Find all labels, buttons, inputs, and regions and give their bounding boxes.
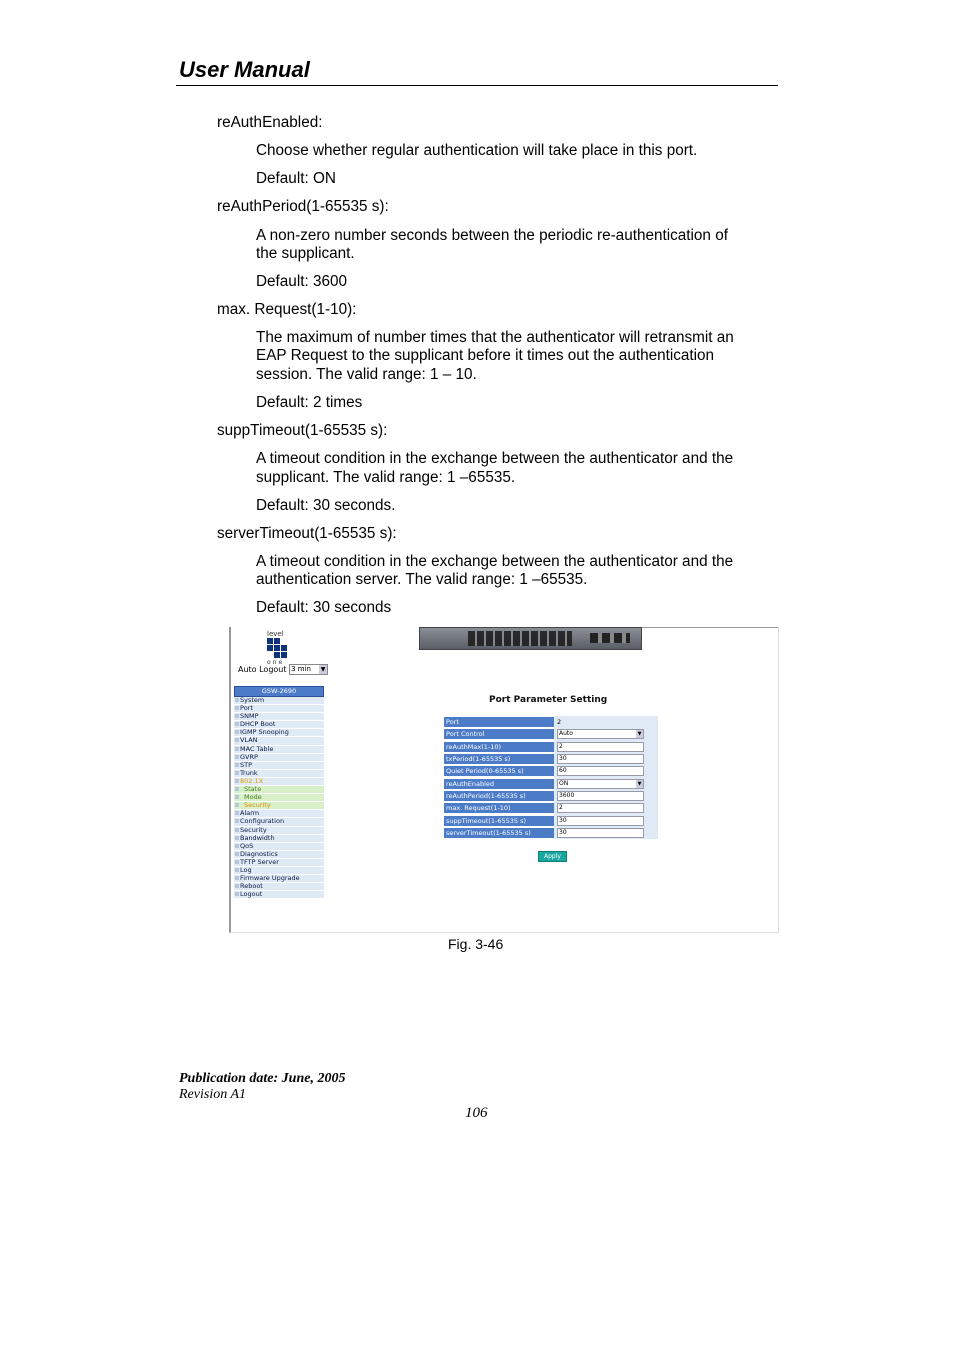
figure-top-border bbox=[641, 627, 778, 628]
menu-item-bandwidth[interactable]: Bandwidth bbox=[234, 835, 324, 843]
menu-item-alarm[interactable]: Alarm bbox=[234, 810, 324, 818]
menu-item-gvrp[interactable]: GVRP bbox=[234, 754, 324, 762]
auto-logout-label: Auto Logout bbox=[238, 665, 287, 674]
desc-max-request-line2: EAP Request to the supplicant before it times out the authentication bbox=[256, 347, 715, 364]
param-value-cell bbox=[554, 827, 658, 839]
header-rule bbox=[176, 85, 778, 86]
term-reauth-period: reAuthPeriod(1-65535 s): bbox=[217, 198, 389, 215]
menu-item-tftp-server[interactable]: TFTP Server bbox=[234, 859, 324, 867]
chevron-down-icon: ▼ bbox=[637, 731, 642, 738]
param-label: reAuthEnabled bbox=[444, 779, 554, 789]
param-row-quiet-period bbox=[444, 765, 658, 777]
param-label: reAuthPeriod(1-65535 s) bbox=[444, 791, 554, 801]
term-reauth-enabled: reAuthEnabled: bbox=[217, 114, 323, 131]
port-control-select[interactable] bbox=[557, 729, 644, 739]
menu-item-snmp[interactable]: SNMP bbox=[234, 713, 324, 721]
menu-item-security[interactable]: Security bbox=[234, 827, 324, 835]
param-value-cell bbox=[554, 777, 658, 789]
param-label: Port bbox=[444, 717, 554, 727]
menu-item-system[interactable]: System bbox=[234, 697, 324, 705]
param-value-cell bbox=[554, 790, 658, 802]
param-label: max. Request(1-10) bbox=[444, 803, 554, 813]
menu-item-state[interactable]: State bbox=[234, 786, 324, 794]
port-control-value: Auto bbox=[559, 730, 573, 738]
header-title: User Manual bbox=[179, 57, 310, 82]
logo-grid-icon bbox=[267, 638, 287, 659]
menu-item-port[interactable]: Port bbox=[234, 705, 324, 713]
menu-item-vlan[interactable]: VLAN bbox=[234, 737, 324, 745]
param-label: Quiet Period(0-65535 s) bbox=[444, 766, 554, 776]
txperiod-input[interactable]: 30 bbox=[557, 754, 644, 764]
param-value-cell bbox=[554, 814, 658, 826]
desc-server-timeout-line2: authentication server. The valid range: 1 –65535. bbox=[256, 571, 588, 588]
param-label: Port Control bbox=[444, 729, 554, 739]
logo-text-top: level bbox=[267, 630, 284, 638]
term-server-timeout: serverTimeout(1-65535 s): bbox=[217, 525, 397, 542]
param-label: suppTimeout(1-65535 s) bbox=[444, 816, 554, 826]
param-row-port bbox=[444, 716, 658, 728]
reauth-enabled-select[interactable] bbox=[557, 779, 644, 789]
menu-item-igmp-snooping[interactable]: IGMP Snooping bbox=[234, 729, 324, 737]
default-supp-timeout: Default: 30 seconds. bbox=[256, 497, 396, 514]
reauth-period-input[interactable]: 3600 bbox=[557, 791, 644, 801]
menu-item-dhcp-boot[interactable]: DHCP Boot bbox=[234, 721, 324, 729]
page-number: 106 bbox=[465, 1105, 488, 1121]
port-parameter-table bbox=[444, 716, 658, 839]
auto-logout-value: 3 min bbox=[291, 665, 311, 673]
server-timeout-input[interactable]: 30 bbox=[557, 828, 644, 838]
default-server-timeout: Default: 30 seconds bbox=[256, 599, 392, 616]
chevron-down-icon: ▼ bbox=[320, 666, 326, 673]
param-row-reauth-enabled bbox=[444, 777, 658, 789]
term-supp-timeout: suppTimeout(1-65535 s): bbox=[217, 422, 388, 439]
menu-item-configuration[interactable]: Configuration bbox=[234, 818, 324, 826]
sidebar-menu bbox=[234, 686, 324, 899]
default-reauth-period: Default: 3600 bbox=[256, 273, 347, 290]
default-reauth-enabled: Default: ON bbox=[256, 170, 336, 187]
switch-uplink-ports bbox=[590, 633, 630, 643]
logo-text-bottom: one bbox=[267, 659, 285, 666]
apply-button[interactable]: Apply bbox=[538, 851, 567, 862]
param-value-cell bbox=[554, 753, 658, 765]
menu-header: GSW-2690 bbox=[234, 686, 324, 697]
param-value-cell bbox=[554, 716, 658, 728]
param-value-cell bbox=[554, 765, 658, 777]
menu-item-stp[interactable]: STP bbox=[234, 762, 324, 770]
menu-item-log[interactable]: Log bbox=[234, 867, 324, 875]
publication-date: Publication date: June, 2005 bbox=[179, 1071, 346, 1086]
param-row-txperiod bbox=[444, 753, 658, 765]
menu-item-reboot[interactable]: Reboot bbox=[234, 883, 324, 891]
menu-item-diagnostics[interactable]: Diagnostics bbox=[234, 851, 324, 859]
menu-item-8021x[interactable]: 802.1X bbox=[234, 778, 324, 786]
param-row-server-timeout bbox=[444, 827, 658, 839]
param-row-supp-timeout bbox=[444, 814, 658, 826]
param-value-cell bbox=[554, 741, 658, 753]
param-label: serverTimeout(1-65535 s) bbox=[444, 828, 554, 838]
desc-max-request-line3: session. The valid range: 1 – 10. bbox=[256, 366, 477, 383]
auto-logout bbox=[238, 664, 328, 675]
switch-ports bbox=[468, 631, 572, 646]
max-request-input[interactable]: 2 bbox=[557, 803, 644, 813]
param-row-reauthmax bbox=[444, 741, 658, 753]
param-value-cell bbox=[554, 728, 658, 740]
desc-reauth-period-line1: A non-zero number seconds between the periodic re-authentication of bbox=[256, 227, 728, 244]
chevron-down-icon: ▼ bbox=[637, 780, 642, 787]
auto-logout-select[interactable] bbox=[289, 664, 328, 675]
param-row-reauth-period bbox=[444, 790, 658, 802]
param-value-cell bbox=[554, 802, 658, 814]
param-row-port-control bbox=[444, 728, 658, 740]
desc-supp-timeout-line1: A timeout condition in the exchange between the authenticator and the bbox=[256, 450, 734, 467]
desc-server-timeout-line1: A timeout condition in the exchange between the authenticator and the bbox=[256, 553, 734, 570]
port-value: 2 bbox=[557, 718, 562, 727]
page-title: Port Parameter Setting bbox=[489, 695, 608, 705]
reauth-enabled-value: ON bbox=[559, 779, 569, 787]
supp-timeout-input[interactable]: 30 bbox=[557, 816, 644, 826]
menu-item-trunk[interactable]: Trunk bbox=[234, 770, 324, 778]
menu-item-mode[interactable]: Mode bbox=[234, 794, 324, 802]
param-label: txPeriod(1-65535 s) bbox=[444, 754, 554, 764]
default-max-request: Default: 2 times bbox=[256, 394, 363, 411]
desc-max-request-line1: The maximum of number times that the authenticator will retransmit an bbox=[256, 329, 734, 346]
term-max-request: max. Request(1-10): bbox=[217, 301, 357, 318]
figure-screenshot bbox=[229, 627, 779, 933]
menu-item-mac-table[interactable]: MAC Table bbox=[234, 746, 324, 754]
quiet-period-input[interactable]: 60 bbox=[557, 766, 644, 776]
menu-item-qos[interactable]: QoS bbox=[234, 843, 324, 851]
reauthmax-input[interactable]: 2 bbox=[557, 742, 644, 752]
param-label: reAuthMax(1-10) bbox=[444, 742, 554, 752]
revision: Revision A1 bbox=[179, 1087, 247, 1102]
menu-item-8021x-security[interactable]: Security bbox=[234, 802, 324, 810]
desc-reauth-period-line2: the supplicant. bbox=[256, 245, 355, 262]
figure-caption: Fig. 3-46 bbox=[448, 936, 504, 952]
desc-supp-timeout-line2: supplicant. The valid range: 1 –65535. bbox=[256, 469, 516, 486]
menu-item-firmware-upgrade[interactable]: Firmware Upgrade bbox=[234, 875, 324, 883]
menu-item-logout[interactable]: Logout bbox=[234, 891, 324, 899]
levelone-logo bbox=[267, 630, 289, 666]
switch-front-panel-image bbox=[419, 627, 642, 650]
desc-reauth-enabled: Choose whether regular authentication will take place in this port. bbox=[256, 142, 698, 159]
param-row-max-request bbox=[444, 802, 658, 814]
